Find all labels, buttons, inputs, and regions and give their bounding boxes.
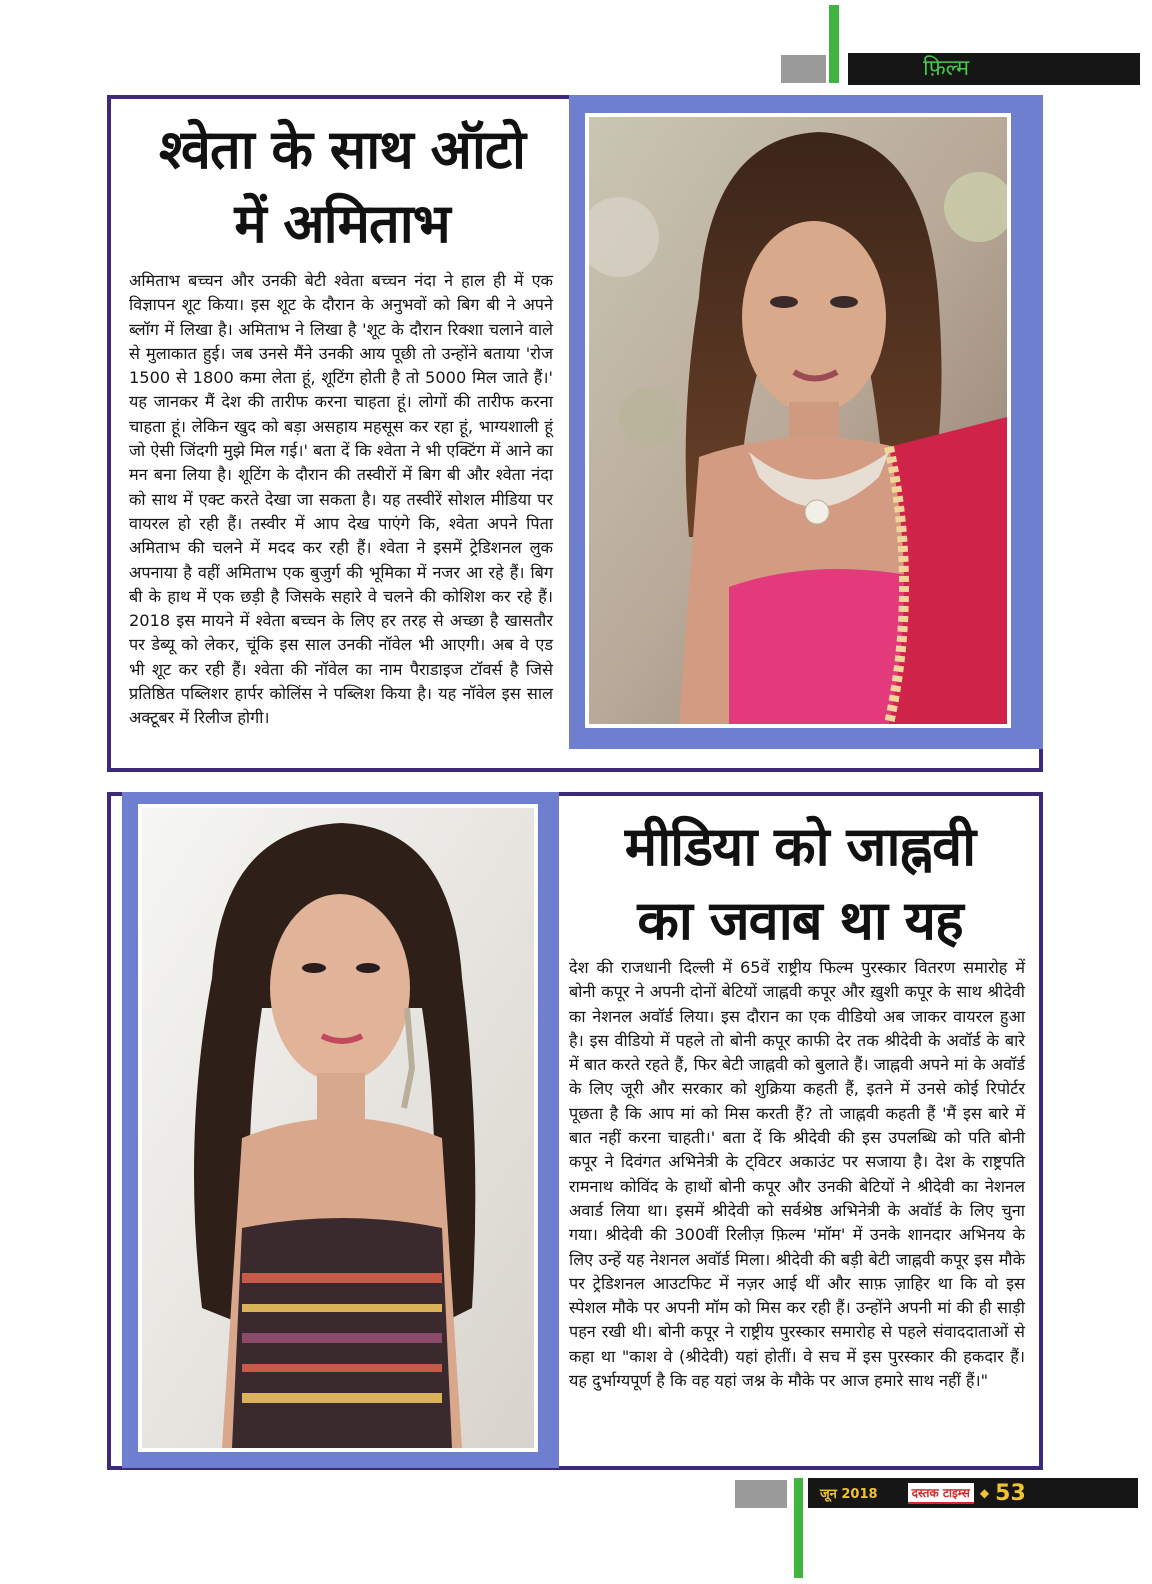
section-label: फ़िल्म [848,53,1140,85]
top-gray-accent-block [781,55,826,83]
story-2-body: देश की राजधानी दिल्ली में 65वें राष्ट्रीय फिल्म पुरस्कार वितरण समारोह में बोनी कपूर ने अपनी दोनों बेटियों जाह्नवी कपूर और ख़ुशी कपूर के साथ श्रीदेवी का नेशनल अवॉर्ड लिया। इस दौरान का एक वीडियो अब जाकर वायरल हुआ है। इस वीडियो में पहले तो बोनी कपूर काफी देर तक श्रीदेवी के अवॉर्ड के बारे में बात करते रहते हैं, फिर बेटी जाह्नवी को बुलाते हैं। जाह्नवी अपने मां के अवॉर्ड के लिए जूरी और सरकार को शुक्रिया कहती हैं, इतने में उनसे कोई रिपोर्टर पूछता है कि आप मां को मिस करती हैं? तो जाह्नवी कहती हैं 'मैं इस बारे में बात नहीं करना चाहती।' बता दें कि श्रीदेवी की इस उपलब्धि को पति बोनी कपूर ने दिवंगत अभिनेत्री के ट्विटर अकाउंट पर सजाया है। देश के राष्ट्रपति रामनाथ कोविंद के हाथों बोनी कपूर और उनकी बेटियों ने श्रीदेवी का नेशनल अवार्ड लिया था। इसमें श्रीदेवी को सर्वश्रेष्ठ अभिनेत्री के अवॉर्ड के लिए चुना गया। श्रीदेवी की 300वीं रिलीज़ फ़िल्म 'मॉम' में उनके शानदार अभिनय के लिए उन्हें यह नेशनल अवॉर्ड मिला। श्रीदेवी की बड़ी बेटी जाह्नवी कपूर इस मौके पर ट्रेडिशनल आउटफिट में नज़र आई थीं और साफ़ ज़ाहिर था कि वो इस स्पेशल मौके पर अपनी मॉम को मिस कर रही हैं। उन्होंने अपनी मां की ही साड़ी पहन रखी थी। बोनी कपूर ने राष्ट्रीय पुरस्कार समारोह से पहले संवाददाताओं से कहा था "काश वे (श्रीदेवी) यहां होतीं। वे सच में इस पुरस्कार की हकदार हैं। यह दुर्भाग्यपूर्ण है कि वह यहां जश्न के मौके पर आज हमारे साथ नहीं हैं।" [569,958,1025,1391]
page-number: 53 [995,1480,1026,1506]
shweta-portrait-illustration [589,117,1007,724]
headline-line: मीडिया को जाह्नवी [624,815,976,878]
bottom-gray-accent-block [735,1480,787,1508]
headline-line: श्वेता के साथ ऑटो [158,118,526,181]
bottom-green-accent-bar [794,1478,803,1578]
story-jahnavi-media [107,792,1043,1470]
top-green-accent-bar [829,5,839,83]
story-2-headline [563,810,1037,958]
story-1-headline [119,113,565,261]
story-2-photo-frame [122,792,559,1468]
headline-line: में अमिताभ [234,192,450,255]
jahnavi-portrait-illustration [142,808,534,1448]
page-footer [808,1478,1138,1508]
story-1-body: अमिताभ बच्चन और उनकी बेटी श्वेता बच्चन नंदा ने हाल ही में एक विज्ञापन शूट किया। इस शूट के दौरान के अनुभवों को बिग बी ने अपने ब्लॉग में लिखा है। अमिताभ ने लिखा है 'शूट के दौरान रिक्शा चलाने वाले से मुलाकात हुई। जब उनसे मैंने उनकी आय पूछी तो उन्होंने बताया 'रोज 1500 से 1800 कमा लेता हूं, शूटिंग होती है तो 5000 मिल जाते हैं।' यह जानकर मैं देश की तारीफ करना चाहता हूं। लोगों की तारीफ करना चाहता हूं। लेकिन खुद को बड़ा असहाय महसूस कर रहा हूं, भाग्यशाली हूं जो ऐसी जिंदगी मुझे मिल गई।' बता दें कि श्वेता ने भी एक्टिंग में आने का मन बना लिया है। शूटिंग के दौरान की तस्वीरों में बिग बी और श्वेता नंदा को साथ में एक्ट करते देखा जा सकता है। यह तस्वीरें सोशल मीडिया पर वायरल हो रही हैं। तस्वीर में आप देख पाएंगे कि, श्वेता अपने पिता अमिताभ की चलने में मदद कर रही हैं। श्वेता ने इसमें ट्रेडिशनल लुक अपनाया है वहीं अमिताभ एक बुजुर्ग की भूमिका में नजर आ रहे हैं। बिग बी के हाथ में एक छड़ी है जिसके सहारे वे चलने की कोशिश कर रहे हैं। 2018 इस मायने में श्वेता बच्चन के लिए हर तरह से अच्छा है खासतौर पर डेब्यू को लेकर, चूंकि इस साल उनकी नॉवेल भी आएगी। अब वे एड भी शूट कर रही हैं। श्वेता की नॉवेल का नाम पैराडाइज टॉवर्स है जिसे प्रतिष्ठित पब्लिशर हार्पर कोलिंस ने पब्लिश किया है। यह नॉवेल इस साल अक्टूबर में रिलीज होगी। [129,271,553,728]
magazine-logo: दस्तक टाइम्स [908,1483,974,1504]
story-1-photo-frame [569,95,1043,749]
headline-line: का जवाब था यह [637,889,963,952]
jahnavi-portrait-photo [138,804,538,1452]
separator-dot-icon: ◆ [979,1486,990,1500]
issue-date: जून 2018 [820,1487,878,1502]
shweta-portrait-photo [585,113,1011,728]
story-shweta-amitabh [107,95,1043,772]
